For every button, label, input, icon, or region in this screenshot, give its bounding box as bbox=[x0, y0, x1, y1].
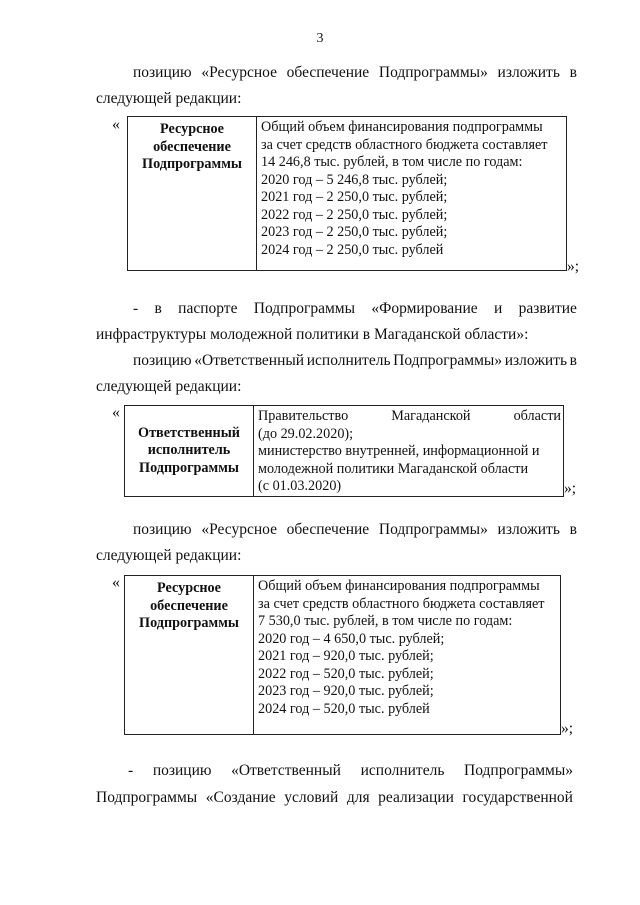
table-3-left-cell bbox=[125, 576, 254, 735]
cell-text: 2023 год – 2 250,0 тыс. рублей; bbox=[261, 224, 448, 240]
paragraph-3-line-1 bbox=[133, 352, 577, 370]
cell-text: Подпрограммы bbox=[142, 156, 242, 172]
paragraph-4-line-1 bbox=[133, 521, 577, 539]
word: реализации bbox=[378, 789, 454, 806]
cell-text: молодежной политики Магаданской области bbox=[258, 460, 529, 477]
word: позицию bbox=[133, 64, 192, 81]
table-3-right-cell bbox=[254, 576, 561, 735]
word: изложить bbox=[504, 352, 568, 369]
word: для bbox=[346, 789, 370, 806]
paragraph-2-line-1 bbox=[133, 300, 577, 318]
cell-text: обеспечение bbox=[150, 597, 228, 614]
cell-text: Ответственный bbox=[138, 424, 240, 441]
word: развитие bbox=[518, 300, 577, 317]
word: в bbox=[569, 352, 577, 369]
word: Подпрограммы bbox=[96, 789, 198, 806]
cell-text: 14 246,8 тыс. рублей, в том числе по годам: bbox=[261, 154, 523, 170]
word: в bbox=[569, 64, 577, 81]
word: Подпрограммы» bbox=[464, 762, 573, 779]
word: условий bbox=[284, 789, 339, 806]
word: «Ответственный bbox=[194, 352, 305, 369]
word: позицию bbox=[152, 762, 212, 779]
paragraph-3-line-2: следующей редакции: bbox=[96, 378, 242, 395]
cell-text: Общий объем финансирования подпрограммы bbox=[261, 119, 543, 135]
word: изложить bbox=[497, 64, 560, 81]
word: «Ресурсное bbox=[201, 521, 277, 538]
word: области bbox=[513, 408, 561, 424]
word: Магаданской bbox=[391, 408, 471, 424]
cell-text: за счет средств областного бюджета составляет bbox=[261, 136, 548, 153]
table-2-right-cell bbox=[254, 406, 564, 497]
cell-text: 2024 год – 2 250,0 тыс. рублей bbox=[261, 241, 444, 258]
page-number: 3 bbox=[316, 31, 324, 46]
cell-text: 7 530,0 тыс. рублей, в том числе по годам: bbox=[258, 613, 513, 629]
paragraph-1-line-2: следующей редакции: bbox=[96, 90, 242, 107]
table-1-right-cell bbox=[257, 117, 567, 271]
table-2-left-cell bbox=[125, 406, 254, 497]
word: Подпрограммы» bbox=[378, 64, 488, 81]
paragraph-1-line-1 bbox=[133, 64, 577, 82]
cell-text: 2023 год – 920,0 тыс. рублей; bbox=[258, 683, 434, 699]
cell-text: 2020 год – 5 246,8 тыс. рублей; bbox=[261, 171, 448, 188]
word: государственной bbox=[462, 789, 573, 806]
word: Подпрограммы bbox=[253, 300, 355, 317]
cell-text: Общий объем финансирования подпрограммы bbox=[258, 578, 540, 594]
word: «Создание bbox=[205, 789, 276, 806]
word: и bbox=[493, 300, 503, 317]
word: «Ответственный bbox=[231, 762, 341, 779]
resource-table-2 bbox=[124, 575, 561, 735]
word: «Ресурсное bbox=[201, 64, 277, 81]
word: обеспечение bbox=[286, 521, 370, 538]
paragraph-5-line-2 bbox=[96, 789, 573, 807]
paragraph-2-line-2: инфраструктуры молодежной политики в Магаданской области»: bbox=[96, 326, 529, 343]
word: Подпрограммы» bbox=[378, 521, 488, 538]
table-3-close-quote: »; bbox=[561, 720, 574, 737]
word: позицию bbox=[133, 521, 192, 538]
table-2-open-quote: « bbox=[112, 404, 120, 421]
cell-text: (до 29.02.2020); bbox=[258, 425, 354, 442]
word: исполнитель bbox=[306, 352, 391, 369]
table-2-close-quote: »; bbox=[564, 480, 577, 497]
word: - bbox=[128, 762, 134, 779]
cell-text: 2024 год – 520,0 тыс. рублей bbox=[258, 700, 430, 717]
cell-text: 2022 год – 2 250,0 тыс. рублей; bbox=[261, 206, 448, 223]
word: «Формирование bbox=[371, 300, 478, 317]
cell-text: 2021 год – 2 250,0 тыс. рублей; bbox=[261, 189, 448, 205]
cell-text: исполнитель bbox=[147, 442, 231, 458]
table-1-close-quote: »; bbox=[567, 258, 580, 275]
table-3-open-quote: « bbox=[112, 574, 120, 591]
word: исполнитель bbox=[360, 762, 445, 779]
table-1-open-quote: « bbox=[112, 116, 120, 133]
cell-text: Ресурсное bbox=[157, 580, 221, 596]
word: Правительство bbox=[258, 408, 349, 424]
cell-text: (с 01.03.2020) bbox=[258, 478, 342, 494]
cell-text: 2020 год – 4 650,0 тыс. рублей; bbox=[258, 630, 445, 647]
paragraph-5-line-1 bbox=[128, 762, 573, 780]
word: обеспечение bbox=[286, 64, 370, 81]
table-1-left-cell bbox=[128, 117, 257, 271]
cell-text: Подпрограммы bbox=[139, 615, 239, 631]
paragraph-4-line-2: следующей редакции: bbox=[96, 547, 242, 564]
word: изложить bbox=[497, 521, 560, 538]
cell-text-justified bbox=[258, 408, 561, 426]
cell-text: министерство внутренней, информационной и bbox=[258, 443, 540, 459]
word: в bbox=[154, 300, 162, 317]
resource-table-1 bbox=[127, 116, 567, 271]
cell-text: Ресурсное bbox=[160, 121, 224, 137]
cell-text: обеспечение bbox=[153, 138, 231, 155]
word: паспорте bbox=[178, 300, 238, 317]
word: - bbox=[133, 300, 139, 317]
cell-text: 2021 год – 920,0 тыс. рублей; bbox=[258, 648, 434, 664]
word: в bbox=[569, 521, 577, 538]
word: позицию bbox=[133, 352, 192, 369]
responsible-executor-table bbox=[124, 405, 564, 497]
cell-text: 2022 год – 520,0 тыс. рублей; bbox=[258, 665, 434, 682]
cell-text: за счет средств областного бюджета составляет bbox=[258, 595, 545, 612]
cell-text: Подпрограммы bbox=[139, 459, 239, 476]
word: Подпрограммы» bbox=[393, 352, 503, 369]
